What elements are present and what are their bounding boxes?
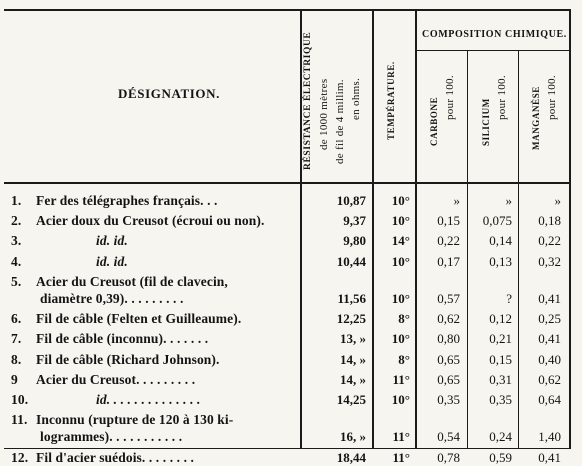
header-resistance-2: de 1000 mètres bbox=[318, 78, 330, 150]
row-number: 10. bbox=[11, 392, 29, 407]
row-number: 3. bbox=[11, 233, 22, 249]
cell-carbone: 0,80 bbox=[437, 331, 460, 347]
row-designation: diamètre 0,39). . . . . . . . . bbox=[40, 291, 184, 306]
cell-temperature: 11° bbox=[392, 371, 410, 387]
row-designation: Fil de câble (Richard Johnson). bbox=[36, 351, 220, 367]
row-designation: Acier du Creusot. . . . . . . . . bbox=[36, 371, 196, 387]
cell-temperature: 14° bbox=[391, 233, 410, 249]
header-manganese: MANGANÈSE bbox=[531, 86, 541, 150]
header-bottom-rule bbox=[4, 182, 570, 184]
cell-carbone: 0,62 bbox=[437, 311, 460, 327]
cell-manganese: 0,41 bbox=[538, 449, 561, 465]
cell-resistance: 14,25 bbox=[336, 392, 366, 407]
row-designation: Inconnu (rupture de 120 à 130 ki- bbox=[36, 412, 234, 428]
cell-temperature: 10° bbox=[391, 331, 410, 347]
row-number: 1. bbox=[11, 193, 22, 208]
row-designation: Acier du Creusot (fil de clavecin, bbox=[36, 273, 228, 289]
cell-carbone: 0,78 bbox=[437, 449, 460, 465]
header-designation: DÉSIGNATION. bbox=[118, 86, 220, 101]
cell-resistance: 10,44 bbox=[336, 253, 366, 269]
col-rule-4 bbox=[467, 50, 468, 449]
cell-resistance: 16, » bbox=[340, 429, 366, 445]
row-designation: Fil d'acier suédois. . . . . . . . bbox=[36, 449, 195, 465]
cell-temperature: 8° bbox=[398, 311, 410, 327]
row-number: 4. bbox=[11, 253, 22, 269]
cell-carbone: » bbox=[453, 193, 460, 208]
cell-manganese: 1,40 bbox=[538, 429, 561, 445]
cell-silicium: 0,12 bbox=[489, 311, 512, 327]
row-number: 6. bbox=[11, 311, 22, 327]
cell-resistance: 9,37 bbox=[343, 213, 366, 229]
cell-carbone: 0,22 bbox=[437, 233, 460, 249]
row-designation: id. id. bbox=[96, 253, 128, 269]
cell-resistance: 18,44 bbox=[336, 449, 366, 465]
row-number: 5. bbox=[11, 273, 22, 289]
col-rule-2 bbox=[372, 9, 374, 449]
cell-resistance: 13, » bbox=[340, 331, 366, 347]
header-silicium-unit: pour 100. bbox=[496, 75, 508, 120]
cell-manganese: » bbox=[554, 193, 561, 208]
cell-resistance: 14, » bbox=[340, 371, 366, 387]
cell-temperature: 10° bbox=[391, 392, 410, 407]
cell-temperature: 10° bbox=[391, 193, 410, 208]
cell-manganese: 0,40 bbox=[538, 351, 561, 367]
cell-carbone: 0,65 bbox=[437, 351, 460, 367]
cell-carbone: 0,15 bbox=[437, 213, 460, 229]
cell-manganese: 0,41 bbox=[538, 331, 561, 347]
cell-resistance: 14, » bbox=[340, 351, 366, 367]
cell-silicium: 0,35 bbox=[489, 392, 512, 407]
col-rule-5 bbox=[518, 50, 519, 449]
cell-silicium: ? bbox=[506, 291, 512, 306]
row-designation: Fil de câble (inconnu). . . . . . . bbox=[36, 331, 209, 347]
header-resistance-4: en ohms. bbox=[350, 77, 362, 120]
cell-silicium: 0,15 bbox=[489, 351, 512, 367]
cell-manganese: 0,41 bbox=[538, 291, 561, 306]
row-number: 12. bbox=[11, 449, 29, 465]
cell-temperature: 10° bbox=[391, 253, 410, 269]
cell-temperature: 8° bbox=[398, 351, 410, 367]
cell-resistance: 11,56 bbox=[337, 291, 366, 306]
cell-carbone: 0,17 bbox=[437, 253, 460, 269]
cell-carbone: 0,57 bbox=[437, 291, 460, 306]
cell-resistance: 9,80 bbox=[343, 233, 366, 249]
cell-temperature: 11° bbox=[392, 429, 410, 445]
cell-manganese: 0,22 bbox=[538, 233, 561, 249]
cell-silicium: 0,13 bbox=[489, 253, 512, 269]
header-manganese-unit: pour 100. bbox=[546, 75, 558, 120]
row-designation: Fil de câble (Felten et Guilleaume). bbox=[36, 311, 242, 327]
cell-silicium: 0,59 bbox=[489, 449, 512, 465]
cell-manganese: 0,32 bbox=[538, 253, 561, 269]
cell-resistance: 10,87 bbox=[336, 193, 366, 208]
cell-manganese: 0,18 bbox=[538, 213, 561, 229]
header-carbone: CARBONE bbox=[429, 96, 439, 146]
col-rule-6 bbox=[569, 9, 571, 449]
cell-manganese: 0,25 bbox=[538, 311, 561, 327]
cell-temperature: 10° bbox=[391, 213, 410, 229]
col-rule-3 bbox=[415, 9, 417, 449]
header-carbone-unit: pour 100. bbox=[444, 75, 456, 120]
row-designation: Acier doux du Creusot (écroui ou non). bbox=[36, 213, 265, 229]
row-designation: id. . . . . . . . . . . . . . bbox=[96, 392, 201, 407]
row-designation: logrammes). . . . . . . . . . . bbox=[40, 429, 183, 445]
cell-carbone: 0,65 bbox=[437, 371, 460, 387]
cell-silicium: 0,21 bbox=[489, 331, 512, 347]
row-designation: id. id. bbox=[96, 233, 128, 249]
header-silicium: SILICIUM bbox=[481, 98, 491, 146]
top-rule bbox=[4, 9, 570, 11]
row-number: 9 bbox=[11, 371, 18, 387]
cell-silicium: 0,14 bbox=[489, 233, 512, 249]
header-resistance-1: RÉSISTANCE ÉLECTRIQUE bbox=[303, 31, 313, 170]
cell-temperature: 10° bbox=[391, 291, 410, 306]
cell-temperature: 11° bbox=[392, 449, 410, 465]
row-number: 11. bbox=[11, 412, 28, 428]
row-designation: Fer des télégraphes français. . . bbox=[36, 193, 218, 208]
cell-carbone: 0,54 bbox=[437, 429, 460, 445]
header-temperature: TEMPÉRATURE. bbox=[386, 61, 396, 140]
header-composition: COMPOSITION CHIMIQUE. bbox=[422, 29, 567, 40]
cell-resistance: 12,25 bbox=[336, 311, 366, 327]
col-rule-1 bbox=[300, 9, 302, 449]
row-number: 8. bbox=[11, 351, 22, 367]
header-resistance-3: de fil de 4 millim. bbox=[334, 79, 346, 164]
cell-carbone: 0,35 bbox=[437, 392, 460, 407]
cell-manganese: 0,64 bbox=[538, 392, 561, 407]
cell-silicium: 0,24 bbox=[489, 429, 512, 445]
composition-rule bbox=[415, 50, 570, 51]
row-number: 2. bbox=[11, 213, 22, 229]
cell-manganese: 0,62 bbox=[538, 371, 561, 387]
cell-silicium: 0,075 bbox=[482, 213, 512, 229]
cell-silicium: » bbox=[505, 193, 512, 208]
row-number: 7. bbox=[11, 331, 22, 347]
cell-silicium: 0,31 bbox=[489, 371, 512, 387]
